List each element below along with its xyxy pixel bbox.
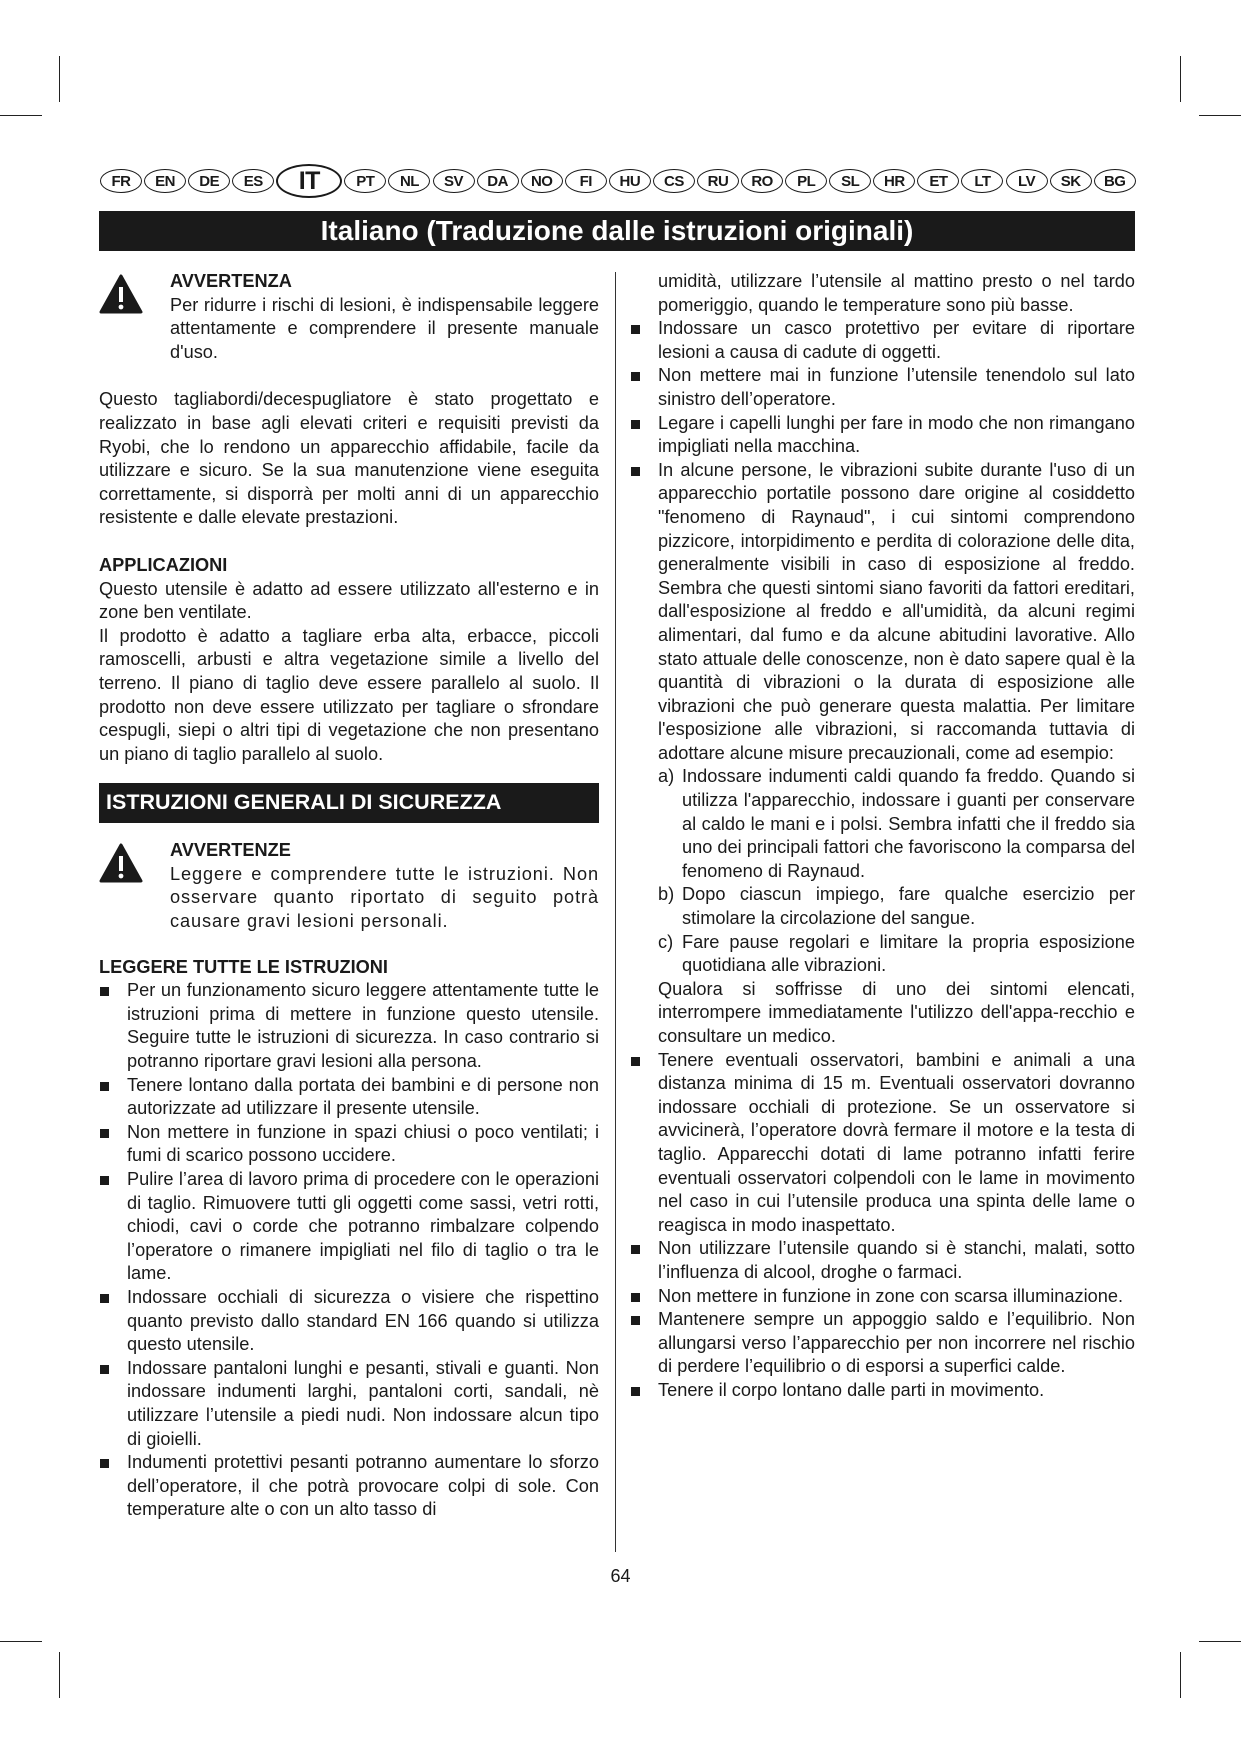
section-heading-text: ISTRUZIONI GENERALI DI SICUREZZA [106,790,502,815]
section-heading-safety [99,783,599,823]
warning-text: Per ridurre i rischi di lesioni, è indispensabile leggere attentamente e comprendere il presente manuale d'uso. [170,294,599,362]
language-tab-ro[interactable]: RO [741,169,783,193]
list-item: Legare i capelli lunghi per fare in modo che non rimangano impigliati nella macchina. [630,412,1135,459]
warning-title: AVVERTENZA [170,271,292,291]
column-divider [615,272,616,1552]
list-item: Non mettere mai in funzione l’utensile tenendolo sul lato sinistro dell’operatore. [630,364,1135,411]
warning-triangle-icon [99,839,170,933]
crop-mark [0,115,42,116]
list-item-raynaud [630,459,1135,1049]
crop-mark [1180,1652,1181,1698]
list-item: Indossare un casco protettivo per evitare di riportare lesioni a causa di cadute di oggetti. [630,317,1135,364]
list-item: Tenere il corpo lontano dalle parti in movimento. [630,1379,1135,1403]
list-item: Per un funzionamento sicuro leggere attentamente tutte le istruzioni prima di mettere in funzione questo utensile. Seguire tutte le istruzioni di sicurezza. In caso contrario si potranno riportare gravi lesioni alla persona. [99,979,599,1073]
language-bar [100,164,1136,198]
language-tab-sv[interactable]: SV [433,169,475,193]
language-tab-bg[interactable]: BG [1094,169,1136,193]
list-item: Pulire l’area di lavoro prima di procedere con le operazioni di taglio. Rimuovere tutti gli oggetti come sassi, vetri rotti, chiodi, cavi o corde che potranno rimbalzare colpendo l’operatore o rimanere impigliati nel filo di taglio o tra le lame. [99,1168,599,1286]
page-title-text: Italiano (Traduzione dalle istruzioni originali) [320,215,914,246]
applications-paragraph: Il prodotto è adatto a tagliare erba alta, erbacce, piccoli ramoscelli, arbusti e altra vegetazione simile a livello del terreno. Il piano di taglio deve essere parallelo al suolo. Il prodotto non deve essere utilizzato per tagliare o sfrondare cespugli, siepi o altri tipi di vegetazione che non presentano un piano di taglio parallelo al suolo. [99,625,599,764]
raynaud-text: In alcune persone, le vibrazioni subite durante l'uso di un apparecchio portatile possono dare origine al cosiddetto "fenomeno di Raynaud", i cui sintomi comprendono pizzicore, intorpidimento e perdita di colorazione delle dita, generalmente visibili in caso di esposizione al freddo. Sembra che questi sintomi siano favoriti da fattori ereditari, dall'esposizione al freddo e all'umidità, da alcuni regimi alimentari, dal fumo e da alcune abitudini lavorative. Allo stato attuale delle conoscenze, non è dato sapere qual è la quantità di vibrazioni o la durata di esposizione alle vibrazioni che può generare questa malattia. Per limitare l'esposizione alle vibrazioni, si raccomanda tuttavia di adottare alcune misure precauzionali, come ad esempio: [658,459,1135,763]
list-item: Indumenti protettivi pesanti potranno aumentare lo sforzo dell’operatore, il che potrà provocare colpi di sole. Con temperature alte o con un alto tasso di [99,1451,599,1522]
applications-paragraph: Questo utensile è adatto ad essere utilizzato all'esterno e in zone ben ventilate. [99,578,599,623]
language-tab-lv[interactable]: LV [1006,169,1048,193]
crop-mark [1199,115,1241,116]
language-tab-fr[interactable]: FR [100,169,142,193]
language-tab-pt[interactable]: PT [344,169,386,193]
language-tab-sl[interactable]: SL [829,169,871,193]
list-item: Tenere lontano dalla portata dei bambini e di persone non autorizzate ad utilizzare il presente utensile. [99,1074,599,1121]
crop-mark [59,56,60,102]
left-column [99,270,599,1522]
language-tab-hu[interactable]: HU [609,169,651,193]
list-item: Non utilizzare l’utensile quando si è stanchi, malati, sotto l’influenza di alcool, droghe o farmaci. [630,1237,1135,1284]
warning-text: Leggere e comprendere tutte le istruzioni. Non osservare quanto riportato di seguito potrà causare gravi lesioni personali. [170,863,599,932]
warning-box [99,270,599,364]
sub-list-item [658,765,1135,883]
language-tab-it[interactable]: IT [276,164,342,198]
language-tab-lt[interactable]: LT [961,169,1003,193]
list-item: Non mettere in funzione in spazi chiusi o poco ventilati; i fumi di scarico possono uccidere. [99,1121,599,1168]
language-tab-cs[interactable]: CS [653,169,695,193]
list-item: Indossare occhiali di sicurezza o visiere che rispettino quanto previsto dallo standard EN 166 quando si utilizza questo utensile. [99,1286,599,1357]
language-tab-es[interactable]: ES [232,169,274,193]
sub-list-marker: a) [658,766,675,787]
sub-list-text: Fare pause regolari e limitare la propria esposizione quotidiana alle vibrazioni. [682,931,1135,976]
sub-list-marker: b) [658,884,675,905]
crop-mark [0,1641,42,1642]
raynaud-closing: Qualora si soffrisse di uno dei sintomi elencati, interrompere immediatamente l'utilizzo dell'appa-recchio e consultare un medico. [658,978,1135,1046]
page-number: 64 [610,1566,631,1586]
language-tab-et[interactable]: ET [917,169,959,193]
language-tab-hr[interactable]: HR [873,169,915,193]
crop-mark [1180,56,1181,102]
sub-list-item [658,931,1135,978]
applications-heading: APPLICAZIONI [99,554,228,575]
language-tab-de[interactable]: DE [188,169,230,193]
list-item: Indossare pantaloni lunghi e pesanti, stivali e guanti. Non indossare indumenti larghi, pantaloni corti, sandali, nè utilizzare l’utensile a piedi nudi. Non indossare alcun tipo di gioielli. [99,1357,599,1451]
list-item: Non mettere in funzione in zone con scarsa illuminazione. [630,1285,1135,1309]
sub-list-item [658,883,1135,930]
language-tab-nl[interactable]: NL [388,169,430,193]
language-tab-fi[interactable]: FI [565,169,607,193]
sub-list-text: Indossare indumenti caldi quando fa freddo. Quando si utilizza l'apparecchio, indossare i guanti per conservare al caldo le mani e i polsi. Sembra infatti che il freddo sia uno dei principali fattori che favoriscono la comparsa del fenomeno di Raynaud. [682,766,1135,881]
intro-paragraph: Questo tagliabordi/decespugliatore è stato progettato e realizzato in base agli elevati criteri e requisiti previsti da Ryobi, che lo rendono un apparecchio affidabile, facile da utilizzare e sicuro. Se la sua manutenzione viene eseguita correttamente, si disporrà per molti anni di un apparecchio resistente e dalle elevate prestazioni. [99,389,599,528]
language-tab-pl[interactable]: PL [785,169,827,193]
crop-mark [1199,1641,1241,1642]
crop-mark [59,1652,60,1698]
language-tab-no[interactable]: NO [521,169,563,193]
language-tab-en[interactable]: EN [144,169,186,193]
warning-triangle-icon [99,270,170,364]
read-all-heading: LEGGERE TUTTE LE ISTRUZIONI [99,956,388,977]
language-tab-sk[interactable]: SK [1050,169,1092,193]
warning-title: AVVERTENZE [170,840,291,861]
list-item: Mantenere sempre un appoggio saldo e l’equilibrio. Non allungarsi verso l’apparecchio per non incorrere nel rischio di perdere l’equilibrio o di esporsi a superfici calde. [630,1308,1135,1379]
list-item-continued: umidità, utilizzare l’utensile al mattino presto o nel tardo pomeriggio, quando le temperature sono più basse. [658,271,1135,315]
page-title [99,211,1135,251]
language-tab-da[interactable]: DA [477,169,519,193]
sub-list-text: Dopo ciascun impiego, fare qualche esercizio per stimolare la circolazione del sangue. [682,884,1135,929]
sub-list-marker: c) [658,931,674,952]
list-item: Tenere eventuali osservatori, bambini e animali a una distanza minima di 15 m. Eventuali osservatori dovranno indossare occhiali di protezione. Se un osservatore si avvicinerà, l’operatore dovrà fermare il motore e la testa di taglio. Apparecchi dotati di lame potranno infatti ferire eventuali osservatori colpendoli con le lame in movimento nel caso in cui l’utensile produca una spinta delle lame o reagisca in modo inaspettato. [630,1049,1135,1238]
language-tab-ru[interactable]: RU [697,169,739,193]
right-column [630,270,1135,1403]
warning-box [99,839,599,933]
